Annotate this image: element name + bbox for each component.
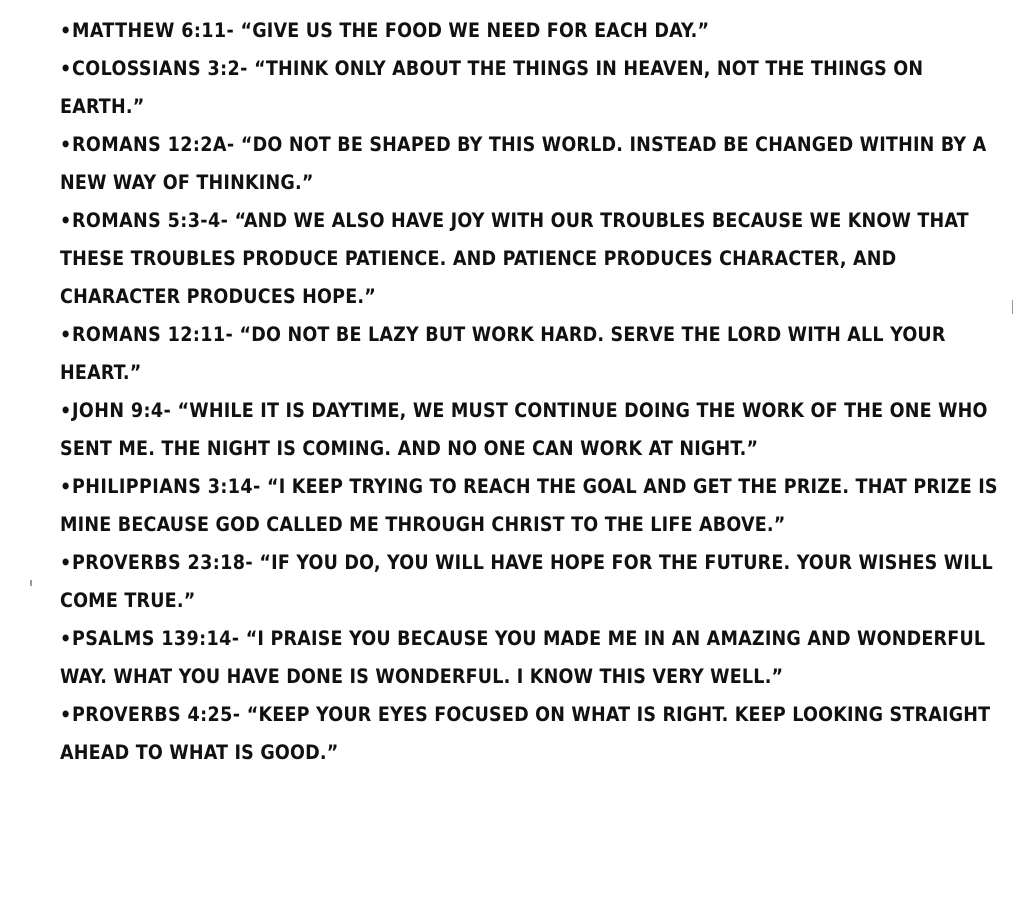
bullet-icon: • (60, 703, 72, 726)
verse-reference: COLOSSIANS 3:2- (72, 57, 248, 80)
bullet-icon: • (60, 57, 72, 80)
verse-item (60, 468, 1000, 544)
bullet-icon: • (60, 19, 72, 42)
verse-item (60, 316, 1000, 392)
verse-text: “I KEEP TRYING TO REACH THE GOAL AND GET THE PRIZE. THAT PRIZE IS MINE BECAUSE GOD CALLED ME THROUGH CHRIST TO THE LIFE ABOVE.” (60, 475, 998, 536)
verse-item (60, 12, 1000, 50)
verse-reference: MATTHEW 6:11- (72, 19, 235, 42)
scan-speck (30, 580, 32, 586)
verse-text: “GIVE US THE FOOD WE NEED FOR EACH DAY.” (240, 19, 710, 42)
scan-speck (1012, 300, 1013, 314)
verse-item (60, 392, 1000, 468)
verse-item (60, 696, 1000, 772)
verse-item (60, 202, 1000, 316)
verse-text: “DO NOT BE SHAPED BY THIS WORLD. INSTEAD BE CHANGED WITHIN BY A NEW WAY OF THINKING.” (60, 133, 987, 194)
bullet-icon: • (60, 399, 72, 422)
verse-reference: ROMANS 12:2A- (72, 133, 235, 156)
bullet-icon: • (60, 475, 72, 498)
verse-text: “WHILE IT IS DAYTIME, WE MUST CONTINUE DOING THE WORK OF THE ONE WHO SENT ME. THE NIGHT IS COMING. AND NO ONE CAN WORK AT NIGHT.” (60, 399, 988, 460)
verse-item (60, 126, 1000, 202)
verse-item (60, 544, 1000, 620)
bullet-icon: • (60, 551, 72, 574)
verse-list (60, 12, 1000, 772)
verse-text: “THINK ONLY ABOUT THE THINGS IN HEAVEN, NOT THE THINGS ON EARTH.” (60, 57, 924, 118)
verse-reference: PROVERBS 23:18- (72, 551, 254, 574)
verse-reference: ROMANS 5:3-4- (72, 209, 229, 232)
verse-reference: PHILIPPIANS 3:14- (72, 475, 261, 498)
bullet-icon: • (60, 133, 72, 156)
verse-text: “KEEP YOUR EYES FOCUSED ON WHAT IS RIGHT. KEEP LOOKING STRAIGHT AHEAD TO WHAT IS GOOD.” (60, 703, 991, 764)
verse-reference: PROVERBS 4:25- (72, 703, 241, 726)
verse-text: “DO NOT BE LAZY BUT WORK HARD. SERVE THE LORD WITH ALL YOUR HEART.” (60, 323, 946, 384)
bullet-icon: • (60, 627, 72, 650)
verse-reference: ROMANS 12:11- (72, 323, 234, 346)
verse-text: “IF YOU DO, YOU WILL HAVE HOPE FOR THE FUTURE. YOUR WISHES WILL COME TRUE.” (60, 551, 993, 612)
verse-text: “AND WE ALSO HAVE JOY WITH OUR TROUBLES BECAUSE WE KNOW THAT THESE TROUBLES PRODUCE PATIENCE. AND PATIENCE PRODUCES CHARACTER, AND CHARACTER PRODUCES HOPE.” (60, 209, 969, 308)
verse-reference: PSALMS 139:14- (72, 627, 240, 650)
verse-item (60, 50, 1000, 126)
verse-text: “I PRAISE YOU BECAUSE YOU MADE ME IN AN AMAZING AND WONDERFUL WAY. WHAT YOU HAVE DONE IS WONDERFUL. I KNOW THIS VERY WELL.” (60, 627, 986, 688)
verse-item (60, 620, 1000, 696)
bullet-icon: • (60, 323, 72, 346)
verse-reference: JOHN 9:4- (72, 399, 172, 422)
bullet-icon: • (60, 209, 72, 232)
